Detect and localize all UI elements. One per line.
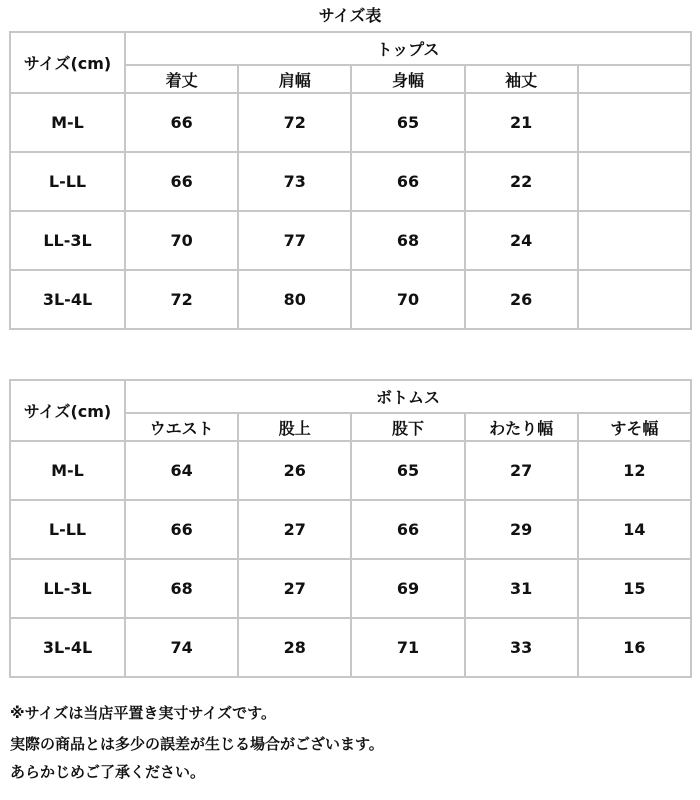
value-cell: 69 — [351, 559, 464, 618]
size-cell: 3L-4L — [10, 618, 125, 677]
value-cell: 21 — [465, 93, 578, 152]
value-cell: 73 — [238, 152, 351, 211]
value-cell: 12 — [578, 441, 691, 500]
size-note: 実際の商品とは多少の誤差が生じる場合がございます。 — [10, 735, 384, 753]
value-cell: 29 — [465, 500, 578, 559]
value-cell: 31 — [465, 559, 578, 618]
size-cell: 3L-4L — [10, 270, 125, 329]
tops-group-header: トップス — [125, 32, 691, 65]
value-cell: 65 — [351, 93, 464, 152]
value-cell: 33 — [465, 618, 578, 677]
table-row — [10, 93, 691, 152]
tops-col-header: 袖丈 — [465, 65, 578, 93]
bottoms-col-header: 股上 — [238, 413, 351, 441]
value-cell: 64 — [125, 441, 238, 500]
value-cell: 24 — [465, 211, 578, 270]
value-cell: 68 — [125, 559, 238, 618]
value-cell: 66 — [125, 93, 238, 152]
bottoms-col-header: すそ幅 — [578, 413, 691, 441]
value-cell: 15 — [578, 559, 691, 618]
value-cell: 26 — [238, 441, 351, 500]
bottoms-size-label: サイズ(cm) — [10, 380, 125, 441]
value-cell: 16 — [578, 618, 691, 677]
value-cell: 72 — [238, 93, 351, 152]
value-cell: 22 — [465, 152, 578, 211]
size-cell: M-L — [10, 441, 125, 500]
tops-col-header: 肩幅 — [238, 65, 351, 93]
size-note: ※サイズは当店平置き実寸サイズです。 — [10, 704, 276, 722]
size-note: あらかじめご了承ください。 — [10, 763, 206, 781]
size-cell: M-L — [10, 93, 125, 152]
tops-col-header: 身幅 — [351, 65, 464, 93]
table-row — [10, 211, 691, 270]
value-cell: 71 — [351, 618, 464, 677]
value-cell: 70 — [351, 270, 464, 329]
bottoms-size-table — [9, 379, 692, 678]
value-cell: 72 — [125, 270, 238, 329]
value-cell: 26 — [465, 270, 578, 329]
value-cell: 66 — [351, 152, 464, 211]
empty-cell — [578, 152, 691, 211]
tops-size-label: サイズ(cm) — [10, 32, 125, 93]
size-cell: L-LL — [10, 500, 125, 559]
empty-cell — [578, 211, 691, 270]
table-row — [10, 270, 691, 329]
value-cell: 27 — [238, 559, 351, 618]
tops-size-table — [9, 31, 692, 330]
value-cell: 66 — [125, 500, 238, 559]
bottoms-col-header: 股下 — [351, 413, 464, 441]
bottoms-col-header: わたり幅 — [465, 413, 578, 441]
value-cell: 77 — [238, 211, 351, 270]
value-cell: 68 — [351, 211, 464, 270]
value-cell: 65 — [351, 441, 464, 500]
value-cell: 66 — [125, 152, 238, 211]
table-row — [10, 441, 691, 500]
value-cell: 80 — [238, 270, 351, 329]
bottoms-header-row — [10, 380, 691, 413]
empty-cell — [578, 93, 691, 152]
value-cell: 27 — [238, 500, 351, 559]
value-cell: 74 — [125, 618, 238, 677]
bottoms-group-header: ボトムス — [125, 380, 691, 413]
table-row — [10, 559, 691, 618]
tops-header-row — [10, 32, 691, 65]
tops-col-header: 着丈 — [125, 65, 238, 93]
size-cell: L-LL — [10, 152, 125, 211]
size-cell: LL-3L — [10, 211, 125, 270]
value-cell: 66 — [351, 500, 464, 559]
page-title: サイズ表 — [318, 6, 382, 25]
table-row — [10, 500, 691, 559]
tops-col-header-empty — [578, 65, 691, 93]
value-cell: 28 — [238, 618, 351, 677]
empty-cell — [578, 270, 691, 329]
value-cell: 27 — [465, 441, 578, 500]
table-row — [10, 618, 691, 677]
bottoms-col-header: ウエスト — [125, 413, 238, 441]
value-cell: 70 — [125, 211, 238, 270]
table-row — [10, 152, 691, 211]
value-cell: 14 — [578, 500, 691, 559]
size-cell: LL-3L — [10, 559, 125, 618]
